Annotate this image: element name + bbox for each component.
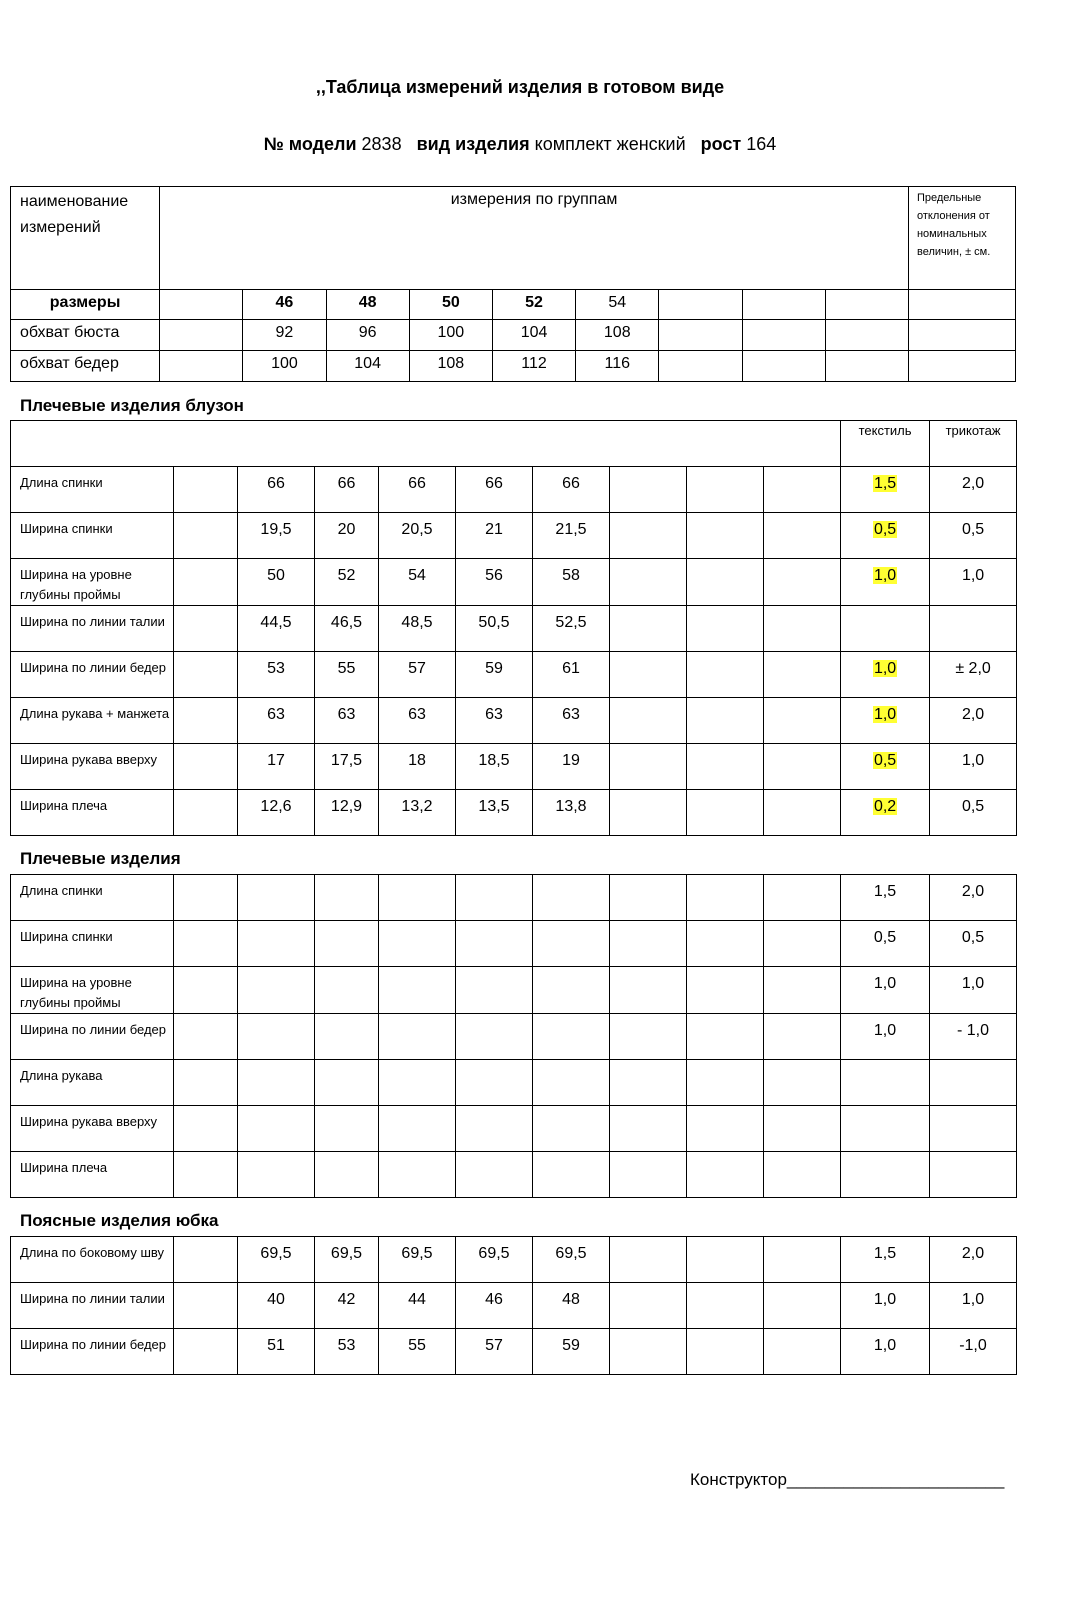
empty-cell [610,513,687,559]
deviation-header: Предельные отклонения от номинальных величин, ± см. [908,187,1015,290]
value-cell: 96 [326,320,409,351]
shoulder-items-table [10,874,1017,1198]
value-cell [533,967,610,1014]
textile-tolerance-value: 1,0 [873,1022,897,1039]
value-cell: 69,5 [456,1237,533,1283]
empty-cell [764,467,841,513]
value-cell: 108 [409,351,492,382]
section-title: Плечевые изделия блузон [20,396,244,415]
empty-cell [174,467,238,513]
row-label: Ширина на уровне глубины проймы [11,559,174,606]
empty-cell [610,967,687,1014]
empty-cell [687,513,764,559]
value-cell: 20 [315,513,379,559]
textile-tolerance-cell [841,967,930,1014]
knit-tolerance-cell [930,1152,1017,1198]
measurement-row [11,1014,1017,1060]
knit-tolerance-cell: 1,0 [930,967,1017,1014]
textile-tolerance-cell [841,467,930,513]
row-label: Длина по боковому шву [11,1237,174,1283]
row-label: обхват бюста [11,320,160,351]
row-label: Ширина рукава вверху [11,744,174,790]
skirt-table [10,1236,1017,1375]
row-label: Ширина по линии бедер [11,1329,174,1375]
value-cell [315,967,379,1014]
value-cell [315,875,379,921]
model-number-value: 2838 [361,134,402,154]
textile-tolerance-value: 1,0 [873,660,897,677]
row-label: Ширина плеча [11,790,174,836]
empty-cell [174,1283,238,1329]
empty-cell [764,1106,841,1152]
size-cell: 46 [243,290,326,320]
empty-cell [687,875,764,921]
empty-cell [687,1237,764,1283]
value-cell: 53 [238,652,315,698]
measurement-row [11,1283,1017,1329]
value-cell: 100 [409,320,492,351]
textile-tolerance-value: 1,0 [873,1291,897,1308]
empty-cell [174,1014,238,1060]
value-cell [238,1060,315,1106]
value-cell: 63 [456,698,533,744]
measurement-row [11,467,1017,513]
empty-cell [764,1060,841,1106]
textile-tolerance-cell [841,698,930,744]
value-cell: 66 [533,467,610,513]
textile-tolerance-cell [841,1152,930,1198]
value-cell [456,967,533,1014]
document-title: ,,Таблица измерений изделия в готовом виде [315,77,725,97]
measurement-row [11,1329,1017,1375]
value-cell [533,1014,610,1060]
knit-tolerance-cell [930,1106,1017,1152]
row-label: обхват бедер [11,351,160,382]
empty-cell [174,790,238,836]
row-label: Ширина по линии талии [11,1283,174,1329]
textile-tolerance-cell [841,1106,930,1152]
textile-tolerance-cell [841,744,930,790]
value-cell [379,1014,456,1060]
textile-tolerance-cell [841,1283,930,1329]
knit-tolerance-cell [930,1060,1017,1106]
value-cell: 18 [379,744,456,790]
empty-cell [687,1152,764,1198]
section-title: Поясные изделия юбка [20,1211,219,1230]
row-label: Длина рукава [11,1060,174,1106]
value-cell: 44,5 [238,606,315,652]
empty-cell [764,652,841,698]
empty-cell [764,790,841,836]
value-cell: 66 [238,467,315,513]
empty-cell [610,606,687,652]
knit-tolerance-cell: 1,0 [930,559,1017,606]
value-cell: 56 [456,559,533,606]
value-cell [315,1106,379,1152]
value-cell: 13,8 [533,790,610,836]
size-cell: 52 [492,290,575,320]
measurement-row [11,652,1017,698]
value-cell: 55 [315,652,379,698]
knit-tolerance-cell: -1,0 [930,1329,1017,1375]
product-type-value: комплект женский [534,134,686,154]
value-cell: 63 [315,698,379,744]
value-cell: 108 [576,320,659,351]
textile-tolerance-cell [841,875,930,921]
knit-tolerance-cell: 2,0 [930,698,1017,744]
empty-cell [764,875,841,921]
value-cell [456,1152,533,1198]
textile-tolerance-cell [841,1329,930,1375]
empty-cell [610,790,687,836]
measurement-row [11,1060,1017,1106]
textile-tolerance-value: 1,0 [873,706,897,723]
value-cell: 66 [379,467,456,513]
empty-cell [610,875,687,921]
value-cell: 48 [533,1283,610,1329]
textile-tolerance-value: 0,5 [873,752,897,769]
row-label: Ширина рукава вверху [11,1106,174,1152]
measurement-row [11,606,1017,652]
sizes-row [11,290,1016,320]
empty-cell [764,1237,841,1283]
empty-cell [174,1329,238,1375]
value-cell: 18,5 [456,744,533,790]
groups-header: измерения по группам [160,187,909,290]
textile-tolerance-cell [841,559,930,606]
measurement-row [11,1152,1017,1198]
empty-cell [687,559,764,606]
empty-cell [174,875,238,921]
empty-cell [687,652,764,698]
height-value: 164 [746,134,777,154]
value-cell [315,1152,379,1198]
knit-tolerance-cell: 0,5 [930,790,1017,836]
empty-cell [174,698,238,744]
measurement-row [11,921,1017,967]
size-cell: 48 [326,290,409,320]
value-cell [533,1106,610,1152]
value-cell: 57 [379,652,456,698]
empty-cell [764,921,841,967]
value-cell: 12,9 [315,790,379,836]
knit-tolerance-cell: - 1,0 [930,1014,1017,1060]
textile-tolerance-cell [841,513,930,559]
value-cell [533,875,610,921]
value-cell: 19,5 [238,513,315,559]
value-cell: 21 [456,513,533,559]
value-cell [456,921,533,967]
value-cell: 44 [379,1283,456,1329]
empty-cell [174,652,238,698]
value-cell: 42 [315,1283,379,1329]
value-cell: 59 [533,1329,610,1375]
knit-tolerance-cell: 1,0 [930,1283,1017,1329]
textile-tolerance-cell [841,790,930,836]
value-cell [315,1060,379,1106]
value-cell [379,875,456,921]
measurement-row [11,744,1017,790]
empty-cell [610,467,687,513]
value-cell [533,1060,610,1106]
empty-cell [764,1283,841,1329]
value-cell: 63 [379,698,456,744]
empty-cell [610,559,687,606]
textile-tolerance-cell [841,1060,930,1106]
empty-cell [764,606,841,652]
measurement-row [11,1237,1017,1283]
row-label: Ширина спинки [11,513,174,559]
empty-cell [764,967,841,1014]
value-cell: 20,5 [379,513,456,559]
empty-cell [174,606,238,652]
value-cell: 40 [238,1283,315,1329]
empty-cell [764,559,841,606]
value-cell: 92 [243,320,326,351]
value-cell [379,967,456,1014]
measurement-name-header: наименование измерений [11,187,160,290]
knit-tolerance-cell: 2,0 [930,467,1017,513]
empty-cell [610,1152,687,1198]
constructor-signature-line: Конструктор_______________________ [690,1470,1005,1489]
value-cell [379,921,456,967]
row-label: Ширина на уровне глубины проймы [11,967,174,1014]
row-label: Ширина по линии талии [11,606,174,652]
value-cell: 116 [576,351,659,382]
value-cell: 53 [315,1329,379,1375]
empty-cell [610,1060,687,1106]
empty-cell [174,744,238,790]
value-cell [456,1106,533,1152]
value-cell: 66 [456,467,533,513]
empty-cell [610,1329,687,1375]
textile-tolerance-value: 1,5 [873,475,897,492]
value-cell [456,875,533,921]
sizes-label: размеры [11,290,160,320]
empty-cell [174,1060,238,1106]
value-cell: 100 [243,351,326,382]
model-number-label: № модели [263,134,357,154]
empty-cell [610,921,687,967]
row-label: Длина спинки [11,875,174,921]
textile-tolerance-value: 1,5 [873,1245,897,1262]
value-cell: 69,5 [315,1237,379,1283]
empty-cell [687,967,764,1014]
knit-tolerance-cell: 0,5 [930,513,1017,559]
empty-cell [687,921,764,967]
value-cell [238,1152,315,1198]
empty-cell [687,744,764,790]
size-header-table [10,186,1016,382]
value-cell: 13,5 [456,790,533,836]
value-cell [238,921,315,967]
value-cell: 112 [492,351,575,382]
empty-cell [174,1106,238,1152]
value-cell: 52,5 [533,606,610,652]
knit-header: трикотаж [930,421,1017,467]
value-cell: 59 [456,652,533,698]
value-cell [456,1014,533,1060]
value-cell: 54 [379,559,456,606]
value-cell: 55 [379,1329,456,1375]
empty-cell [174,921,238,967]
value-cell [379,1106,456,1152]
value-cell: 63 [238,698,315,744]
empty-cell [764,513,841,559]
value-cell [533,921,610,967]
empty-cell [174,513,238,559]
empty-cell [610,744,687,790]
textile-tolerance-value: 0,5 [873,521,897,538]
measurement-row [11,513,1017,559]
textile-tolerance-value: 1,5 [873,883,897,900]
empty-cell [764,1152,841,1198]
empty-cell [687,698,764,744]
value-cell [238,1014,315,1060]
value-cell: 21,5 [533,513,610,559]
textile-tolerance-value: 1,0 [873,567,897,584]
section-title: Плечевые изделия [20,849,181,868]
empty-cell [610,1237,687,1283]
row-label: Ширина спинки [11,921,174,967]
textile-header: текстиль [841,421,930,467]
empty-cell [174,559,238,606]
value-cell: 63 [533,698,610,744]
textile-tolerance-value: 0,5 [873,929,897,946]
textile-tolerance-value: 1,0 [873,1337,897,1354]
hips-row [11,351,1016,382]
knit-tolerance-cell: 1,0 [930,744,1017,790]
empty-cell [687,1283,764,1329]
empty-cell [687,1329,764,1375]
knit-tolerance-cell: 0,5 [930,921,1017,967]
value-cell: 19 [533,744,610,790]
value-cell: 61 [533,652,610,698]
textile-tolerance-value: 0,2 [873,798,897,815]
empty-cell [687,1106,764,1152]
value-cell: 17 [238,744,315,790]
empty-cell [764,1329,841,1375]
empty-cell [687,790,764,836]
value-cell: 69,5 [379,1237,456,1283]
empty-cell [764,698,841,744]
empty-cell [610,1283,687,1329]
value-cell: 50,5 [456,606,533,652]
value-cell: 13,2 [379,790,456,836]
measurement-row [11,698,1017,744]
textile-tolerance-cell [841,652,930,698]
value-cell: 51 [238,1329,315,1375]
empty-cell [687,467,764,513]
value-cell [379,1152,456,1198]
value-cell: 104 [492,320,575,351]
bust-row [11,320,1016,351]
value-cell: 50 [238,559,315,606]
textile-tolerance-cell [841,606,930,652]
empty-cell [610,652,687,698]
row-label: Ширина по линии бедер [11,652,174,698]
knit-tolerance-cell [930,606,1017,652]
row-label: Ширина по линии бедер [11,1014,174,1060]
value-cell: 57 [456,1329,533,1375]
value-cell: 12,6 [238,790,315,836]
value-cell: 17,5 [315,744,379,790]
measurement-row [11,875,1017,921]
value-cell: 66 [315,467,379,513]
value-cell [238,1106,315,1152]
value-cell: 104 [326,351,409,382]
value-cell [238,967,315,1014]
textile-tolerance-cell [841,1014,930,1060]
row-label: Длина спинки [11,467,174,513]
knit-tolerance-cell: ± 2,0 [930,652,1017,698]
size-cell: 50 [409,290,492,320]
empty-cell [687,1060,764,1106]
model-info-line [0,134,1040,155]
empty-cell [687,1014,764,1060]
measurement-row [11,967,1017,1014]
value-cell: 69,5 [238,1237,315,1283]
value-cell [379,1060,456,1106]
knit-tolerance-cell: 2,0 [930,875,1017,921]
textile-tolerance-cell [841,921,930,967]
empty-cell [610,1106,687,1152]
value-cell [456,1060,533,1106]
empty-cell [764,744,841,790]
size-cell: 54 [576,290,659,320]
value-cell: 46 [456,1283,533,1329]
measurement-row [11,559,1017,606]
empty-cell [764,1014,841,1060]
knit-tolerance-cell: 2,0 [930,1237,1017,1283]
value-cell: 69,5 [533,1237,610,1283]
row-label: Ширина плеча [11,1152,174,1198]
empty-cell [174,1237,238,1283]
value-cell: 48,5 [379,606,456,652]
value-cell [238,875,315,921]
empty-cell [610,698,687,744]
empty-cell [174,1152,238,1198]
value-cell: 58 [533,559,610,606]
value-cell [315,921,379,967]
measurement-row [11,790,1017,836]
textile-tolerance-value: 1,0 [873,975,897,992]
value-cell [315,1014,379,1060]
empty-cell [610,1014,687,1060]
measurement-row [11,1106,1017,1152]
empty-cell [687,606,764,652]
height-label: рост [700,134,742,154]
product-type-label: вид изделия [416,134,530,154]
blouson-table [10,420,1017,836]
empty-cell [174,967,238,1014]
value-cell: 46,5 [315,606,379,652]
textile-tolerance-cell [841,1237,930,1283]
value-cell [533,1152,610,1198]
value-cell: 52 [315,559,379,606]
row-label: Длина рукава + манжета [11,698,174,744]
